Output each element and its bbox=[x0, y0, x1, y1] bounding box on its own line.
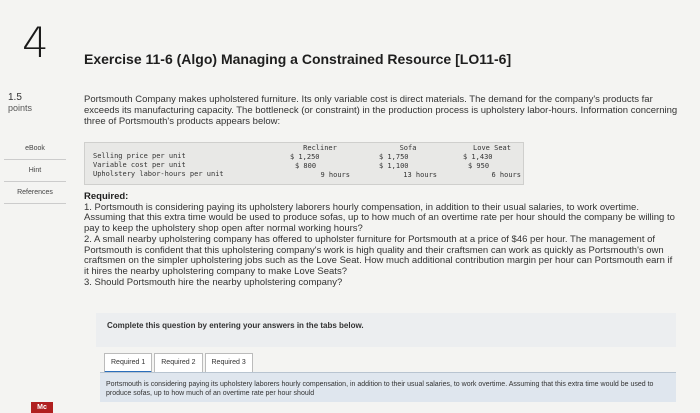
hint-link[interactable]: Hint bbox=[4, 160, 66, 182]
question-number: 4 bbox=[22, 18, 49, 67]
exercise-title: Exercise 11-6 (Algo) Managing a Constrained Resource [LO11-6] bbox=[84, 51, 512, 67]
column-sofa bbox=[379, 144, 437, 180]
column-header: Sofa bbox=[399, 144, 417, 152]
cell-price: $ 1,750 bbox=[379, 153, 409, 161]
answer-prompt: Portsmouth is considering paying its upholstery laborers hourly compensation, in addition to their usual salaries, to work overtime. Assuming that this extra time would be used to produce sofas, up to how much of an overtime rate per hour should bbox=[106, 381, 654, 397]
required-section bbox=[84, 192, 679, 290]
cell-variable: $ 950 bbox=[468, 162, 490, 170]
product-table bbox=[84, 142, 524, 185]
sidebar-links bbox=[4, 138, 66, 204]
required-item-1: 1. Portsmouth is considering paying its upholstery laborers hourly compensation, in addition to their usual salaries, to work overtime. Assuming that this extra time would be used to produce sofas, up to how much of an overtime rate per hour should the company be willing to pay to keep the upholstery shop open after normal working hours? bbox=[84, 201, 675, 234]
tab-required-3[interactable]: Required 3 bbox=[205, 353, 253, 373]
required-heading: Required: bbox=[84, 191, 129, 202]
column-love-seat bbox=[463, 144, 521, 180]
references-link[interactable]: References bbox=[4, 182, 66, 204]
row-label-price: Selling price per unit bbox=[93, 152, 186, 160]
cell-hours: 9 hours bbox=[320, 171, 350, 179]
required-item-2: 2. A small nearby upholstering company has offered to upholster furniture for Portsmouth at a price of $46 per hour. The management of Portsmouth is confident that this upholstering company's work is high quality and their craftsmen can work as quickly as Portsmouth's own craftsmen on the simpler upholstering jobs such as the Love Seat. How much additional contribution margin per hour can Portsmouth earn if it hires the nearby upholstering company to make Love Seats? bbox=[84, 234, 673, 277]
answer-area bbox=[100, 372, 676, 402]
points-info bbox=[8, 92, 32, 114]
required-item-3: 3. Should Portsmouth hire the nearby upholstering company? bbox=[84, 277, 343, 288]
cell-variable: $ 800 bbox=[295, 162, 317, 170]
instruction-panel bbox=[96, 313, 676, 347]
tab-required-2[interactable]: Required 2 bbox=[154, 353, 202, 373]
row-label-variable: Variable cost per unit bbox=[93, 161, 186, 169]
mcgraw-hill-logo: Mc bbox=[31, 402, 53, 413]
tab-required-1[interactable]: Required 1 bbox=[104, 353, 152, 373]
cell-variable: $ 1,100 bbox=[379, 162, 409, 170]
points-value: 1.5 bbox=[8, 92, 22, 103]
row-label-hours: Upholstery labor-hours per unit bbox=[93, 170, 224, 178]
ebook-link[interactable]: eBook bbox=[4, 138, 66, 160]
exercise-intro: Portsmouth Company makes upholstered furniture. Its only variable cost is direct materials. The demand for the company's products far exceeds its manufacturing capacity. The bottleneck (or constraint) in the production process is upholstery labor-hours. Information concerning three of Portsmouth's products appears below: bbox=[84, 94, 678, 127]
cell-price: $ 1,250 bbox=[290, 153, 320, 161]
cell-hours: 6 hours bbox=[491, 171, 521, 179]
panel-instruction: Complete this question by entering your answers in the tabs below. bbox=[107, 321, 364, 330]
cell-hours: 13 hours bbox=[403, 171, 437, 179]
column-recliner bbox=[290, 144, 350, 180]
row-labels bbox=[93, 152, 224, 179]
points-label: points bbox=[8, 103, 33, 113]
column-header: Recliner bbox=[303, 144, 337, 152]
answer-tabs bbox=[104, 353, 255, 373]
cell-price: $ 1,430 bbox=[463, 153, 493, 161]
column-header: Love Seat bbox=[473, 144, 511, 152]
